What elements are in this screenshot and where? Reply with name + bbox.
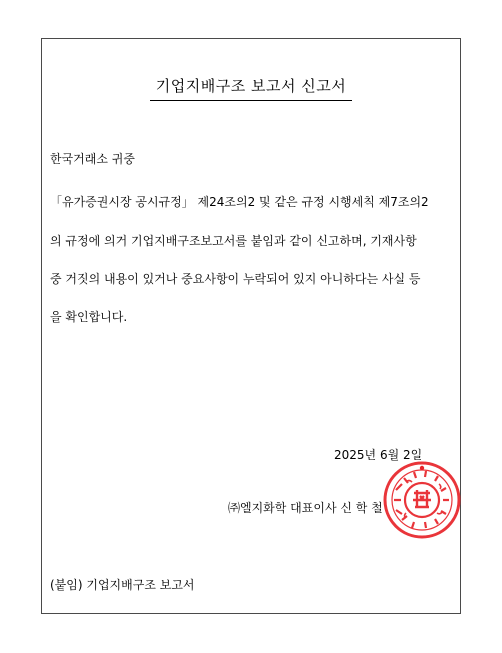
addressee: 한국거래소 귀중: [50, 152, 135, 166]
document-date: 2025년 6월 2일: [334, 448, 423, 462]
document-title-text: 기업지배구조 보고서 신고서: [150, 75, 352, 101]
body-line-2: 의 규정에 의거 기업지배구조보고서를 붙임과 같이 신고하며, 기재사항: [50, 234, 417, 248]
attachment-note: (붙임) 기업지배구조 보고서: [50, 578, 195, 592]
company-seal-stamp: [382, 460, 462, 540]
signer-name: ㈜엘지화학 대표이사 신 학 철: [228, 501, 383, 515]
body-line-1: 「유가증권시장 공시규정」 제24조의2 및 같은 규정 시행세칙 제7조의2: [50, 195, 429, 209]
body-line-4: 을 확인합니다.: [50, 310, 128, 324]
document-title: [0, 75, 502, 101]
body-line-3: 중 거짓의 내용이 있거나 중요사항이 누락되어 있지 아니하다는 사실 등: [50, 272, 421, 286]
